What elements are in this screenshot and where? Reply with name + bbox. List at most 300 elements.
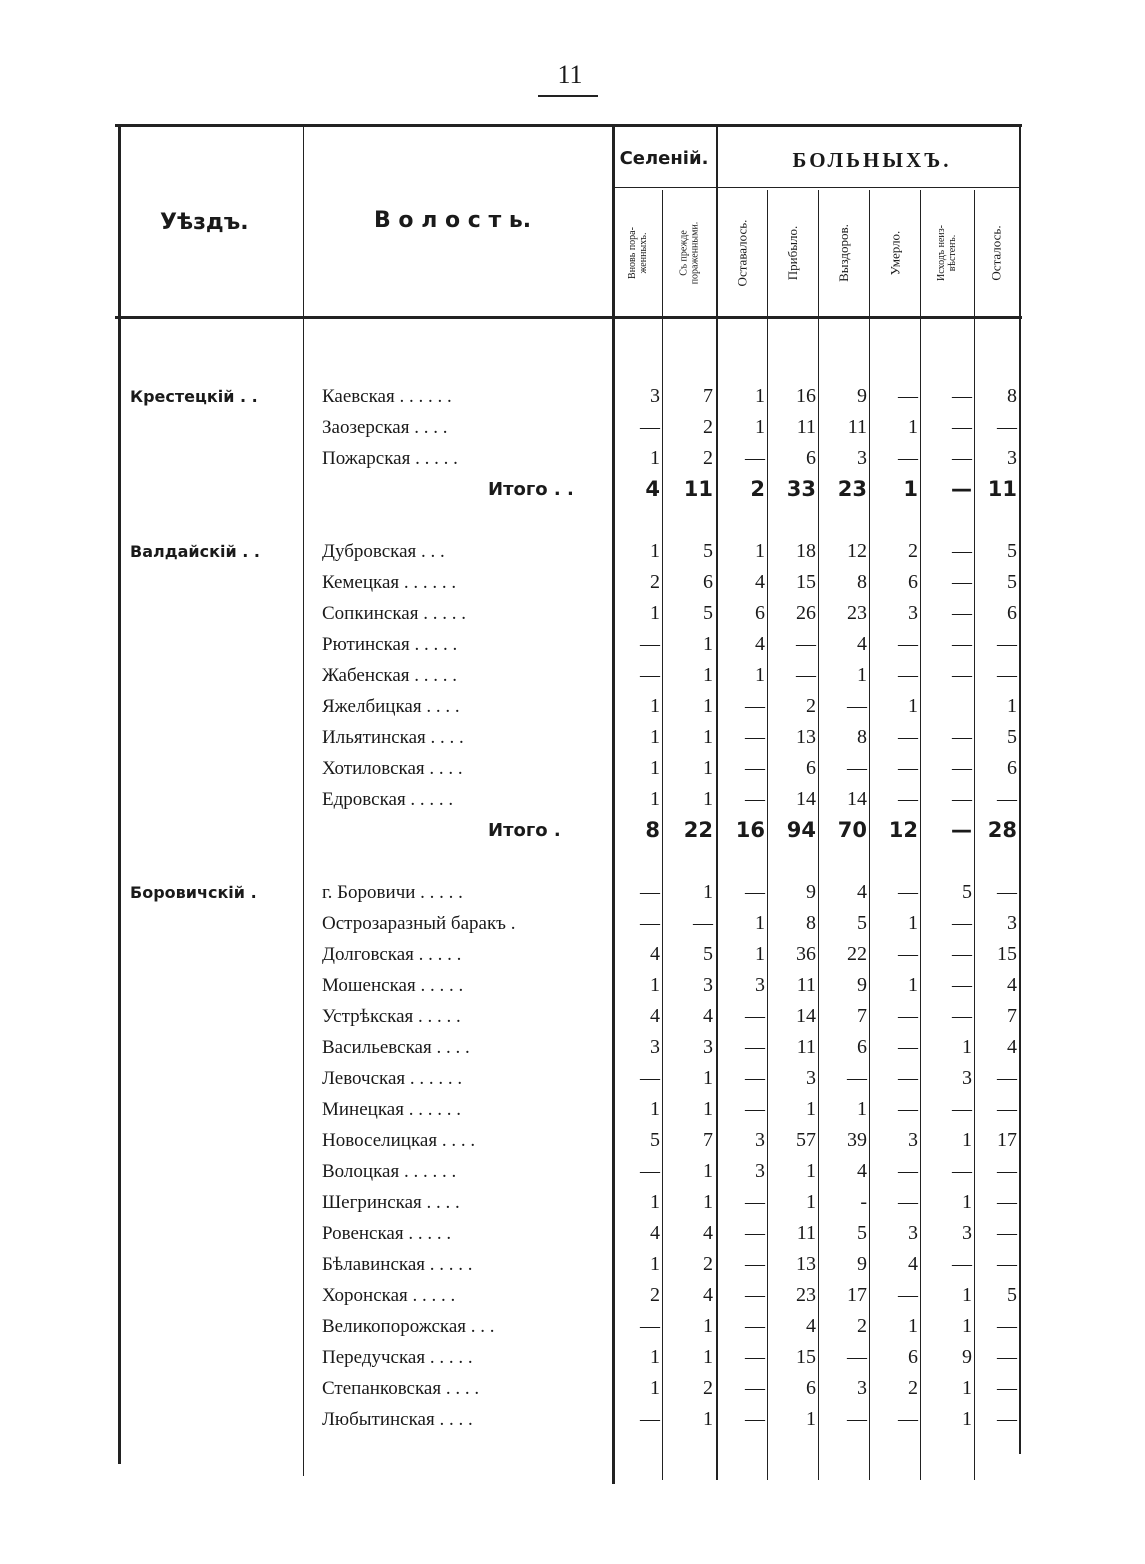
volost-cell: Левочская . . . . . . <box>322 1068 463 1089</box>
total-label: Итого . <box>488 820 561 841</box>
table-row <box>0 1311 1145 1342</box>
table-top-rule <box>115 124 1022 127</box>
table-row <box>0 1001 1145 1032</box>
volost-cell: Пожарская . . . . . <box>322 448 458 469</box>
value-cell: 13 <box>796 726 816 748</box>
value-cell: 1 <box>650 1191 660 1213</box>
value-cell: — <box>745 1377 765 1399</box>
value-cell: 1 <box>650 447 660 469</box>
table-row <box>0 1094 1145 1125</box>
value-cell: 2 <box>750 477 765 501</box>
value-cell: — <box>898 943 918 965</box>
value-cell: 1 <box>908 974 918 996</box>
value-cell: 1 <box>962 1315 972 1337</box>
value-cell: 5 <box>1007 540 1017 562</box>
value-cell: — <box>640 1315 660 1337</box>
value-cell: 2 <box>703 447 713 469</box>
value-cell: 94 <box>786 818 816 842</box>
value-cell: — <box>952 664 972 686</box>
volost-cell: Передучская . . . . . <box>322 1347 473 1368</box>
value-cell: 1 <box>908 695 918 717</box>
value-cell: 2 <box>908 540 918 562</box>
value-cell: — <box>952 757 972 779</box>
value-cell: — <box>640 664 660 686</box>
value-cell <box>926 691 972 722</box>
value-cell: 3 <box>703 1036 713 1058</box>
value-cell: 70 <box>837 818 867 842</box>
value-cell: — <box>997 1377 1017 1399</box>
value-cell: — <box>952 726 972 748</box>
value-cell: — <box>745 1253 765 1275</box>
volost-cell: Хотиловская . . . . <box>322 758 463 779</box>
value-cell: 1 <box>857 664 867 686</box>
value-cell: — <box>997 1098 1017 1120</box>
table-row <box>0 970 1145 1001</box>
value-cell: 5 <box>962 881 972 903</box>
volost-cell: Каевская . . . . . . <box>322 386 452 407</box>
value-cell: — <box>745 788 765 810</box>
value-cell: 4 <box>645 477 660 501</box>
value-cell: — <box>640 881 660 903</box>
table-row <box>0 784 1145 815</box>
value-cell: 1 <box>755 385 765 407</box>
value-cell: — <box>952 943 972 965</box>
value-cell: 3 <box>1007 447 1017 469</box>
col-header-novo: Вновь пора- женныхъ. <box>627 226 649 279</box>
value-cell: — <box>745 726 765 748</box>
value-cell: 3 <box>962 1222 972 1244</box>
value-cell: 2 <box>650 1284 660 1306</box>
value-cell: — <box>745 1408 765 1430</box>
value-cell: 5 <box>650 1129 660 1151</box>
value-cell: — <box>997 788 1017 810</box>
value-cell: — <box>847 1408 867 1430</box>
table-row <box>0 908 1145 939</box>
value-cell: — <box>898 1005 918 1027</box>
value-cell: — <box>952 602 972 624</box>
value-cell: — <box>898 726 918 748</box>
volost-cell: Степанковская . . . . <box>322 1378 480 1399</box>
value-cell: — <box>745 447 765 469</box>
value-cell: 7 <box>703 385 713 407</box>
volost-cell: Минецкая . . . . . . <box>322 1099 461 1120</box>
page-number: 11 <box>557 60 583 89</box>
value-cell: — <box>997 1253 1017 1275</box>
table-row <box>0 412 1145 443</box>
value-cell: — <box>952 540 972 562</box>
value-cell: 2 <box>703 1253 713 1275</box>
value-cell: — <box>952 912 972 934</box>
value-cell: 15 <box>796 1346 816 1368</box>
header-seleniy: Селеній. <box>619 148 709 169</box>
value-cell: — <box>847 757 867 779</box>
value-cell: — <box>847 695 867 717</box>
table-row <box>0 629 1145 660</box>
value-cell: 1 <box>703 1067 713 1089</box>
value-cell: 6 <box>908 1346 918 1368</box>
table-row <box>0 1342 1145 1373</box>
volost-cell: Сопкинская . . . . . <box>322 603 466 624</box>
value-cell: 1 <box>703 695 713 717</box>
value-cell: 1 <box>650 1377 660 1399</box>
value-cell: 17 <box>847 1284 867 1306</box>
value-cell: 1 <box>650 726 660 748</box>
value-cell: 1 <box>650 602 660 624</box>
value-cell: 4 <box>1007 1036 1017 1058</box>
value-cell: 57 <box>796 1129 816 1151</box>
value-cell: 1 <box>806 1191 816 1213</box>
value-cell: 8 <box>1007 385 1017 407</box>
value-cell: 4 <box>755 633 765 655</box>
value-cell: 4 <box>857 881 867 903</box>
volost-cell: Яжелбицкая . . . . <box>322 696 460 717</box>
value-cell: — <box>745 1346 765 1368</box>
value-cell: 1 <box>703 1315 713 1337</box>
value-cell: 11 <box>847 416 867 438</box>
value-cell: 12 <box>888 818 918 842</box>
value-cell: — <box>898 664 918 686</box>
volost-cell: Шегринская . . . . <box>322 1192 460 1213</box>
value-cell: 1 <box>650 540 660 562</box>
value-cell: — <box>796 664 816 686</box>
table-row <box>0 1125 1145 1156</box>
value-cell: 4 <box>908 1253 918 1275</box>
value-cell: 1 <box>650 974 660 996</box>
value-cell: 1 <box>1007 695 1017 717</box>
value-cell: 3 <box>857 447 867 469</box>
volost-cell: Васильевская . . . . <box>322 1037 470 1058</box>
value-cell: 4 <box>806 1315 816 1337</box>
value-cell: — <box>952 633 972 655</box>
value-cell: 9 <box>806 881 816 903</box>
uezd-cell: Крестецкій . . <box>130 387 258 406</box>
value-cell: — <box>952 571 972 593</box>
value-cell: 3 <box>755 1160 765 1182</box>
value-cell: — <box>640 1408 660 1430</box>
value-cell: 9 <box>857 385 867 407</box>
value-cell: 4 <box>703 1284 713 1306</box>
value-cell: 3 <box>857 1377 867 1399</box>
value-cell: 23 <box>837 477 867 501</box>
value-cell: — <box>847 1346 867 1368</box>
table-row <box>0 877 1145 908</box>
value-cell: 1 <box>703 1098 713 1120</box>
value-cell: 3 <box>650 1036 660 1058</box>
value-cell: 39 <box>847 1129 867 1151</box>
value-cell: 17 <box>997 1129 1017 1151</box>
table-row <box>0 1032 1145 1063</box>
value-cell: 9 <box>962 1346 972 1368</box>
value-cell: 1 <box>650 1346 660 1368</box>
value-cell: 11 <box>796 416 816 438</box>
volost-cell: Новоселицкая . . . . <box>322 1130 476 1151</box>
volost-cell: Едровская . . . . . <box>322 789 454 810</box>
value-cell: 4 <box>650 943 660 965</box>
value-cell: 4 <box>857 633 867 655</box>
value-cell: 14 <box>847 788 867 810</box>
table-row <box>0 1063 1145 1094</box>
volost-cell: Ильятинская . . . . <box>322 727 464 748</box>
value-cell: 1 <box>703 1191 713 1213</box>
value-cell: — <box>745 1067 765 1089</box>
table-row <box>0 1280 1145 1311</box>
volost-cell: Мошенская . . . . . <box>322 975 464 996</box>
volost-cell: Кемецкая . . . . . . <box>322 572 457 593</box>
value-cell: 3 <box>962 1067 972 1089</box>
value-cell: — <box>745 1005 765 1027</box>
volost-cell: Острозаразный баракъ . <box>322 913 516 934</box>
value-cell: 9 <box>857 1253 867 1275</box>
value-cell: - <box>860 1191 867 1213</box>
volost-cell: Великопорожская . . . <box>322 1316 495 1337</box>
value-cell: 1 <box>650 788 660 810</box>
value-cell: — <box>640 912 660 934</box>
value-cell: 2 <box>908 1377 918 1399</box>
value-cell: 1 <box>703 757 713 779</box>
value-cell: 1 <box>806 1160 816 1182</box>
value-cell: — <box>745 1284 765 1306</box>
value-cell: — <box>898 385 918 407</box>
value-cell: 4 <box>703 1005 713 1027</box>
volost-cell: Любытинская . . . . <box>322 1409 473 1430</box>
value-cell: 3 <box>908 1222 918 1244</box>
value-cell: 1 <box>650 695 660 717</box>
value-cell: — <box>952 416 972 438</box>
col-header-ostalos: Осталось. <box>989 224 1004 281</box>
value-cell: 7 <box>857 1005 867 1027</box>
table-row <box>0 1249 1145 1280</box>
value-cell: — <box>997 1222 1017 1244</box>
value-cell: — <box>997 633 1017 655</box>
value-cell: 1 <box>703 1160 713 1182</box>
value-cell: — <box>997 1067 1017 1089</box>
value-cell: — <box>952 1005 972 1027</box>
value-cell: 4 <box>755 571 765 593</box>
value-cell: — <box>796 633 816 655</box>
value-cell: — <box>745 757 765 779</box>
value-cell: 33 <box>786 477 816 501</box>
col-header-pribylo: Прибыло. <box>785 225 800 280</box>
value-cell: 11 <box>683 477 713 501</box>
value-cell: 2 <box>857 1315 867 1337</box>
table-row <box>0 381 1145 412</box>
value-cell: 5 <box>1007 726 1017 748</box>
value-cell: 1 <box>962 1377 972 1399</box>
value-cell: — <box>898 1408 918 1430</box>
header-bolnykh: БОЛЬНЫХЪ. <box>792 148 952 172</box>
value-cell: 5 <box>1007 571 1017 593</box>
table-row <box>0 1404 1145 1435</box>
value-cell: 1 <box>962 1408 972 1430</box>
value-cell: 3 <box>806 1067 816 1089</box>
value-cell: 8 <box>645 818 660 842</box>
total-label: Итого . . <box>488 479 574 500</box>
value-cell: — <box>997 1346 1017 1368</box>
value-cell: 1 <box>703 726 713 748</box>
value-cell: — <box>952 1098 972 1120</box>
col-header-ostavalos: Оставалось. <box>734 219 750 286</box>
value-cell: 1 <box>962 1129 972 1151</box>
value-cell: 22 <box>847 943 867 965</box>
value-cell: — <box>898 1067 918 1089</box>
volost-cell: Волоцкая . . . . . . <box>322 1161 457 1182</box>
table-row <box>0 1218 1145 1249</box>
value-cell: 3 <box>650 385 660 407</box>
value-cell: — <box>898 1284 918 1306</box>
value-cell: 3 <box>703 974 713 996</box>
value-cell: 1 <box>703 881 713 903</box>
value-cell: 15 <box>796 571 816 593</box>
value-cell: — <box>997 416 1017 438</box>
value-cell: 6 <box>806 757 816 779</box>
header-volost: В о л о с т ь. <box>374 208 532 233</box>
value-cell: — <box>951 818 972 842</box>
value-cell: 6 <box>1007 757 1017 779</box>
value-cell: — <box>952 1253 972 1275</box>
uezd-cell: Боровичскій . <box>130 883 257 902</box>
value-cell: 18 <box>796 540 816 562</box>
value-cell: 6 <box>1007 602 1017 624</box>
value-cell: 1 <box>703 633 713 655</box>
value-cell: — <box>952 447 972 469</box>
value-cell: 14 <box>796 1005 816 1027</box>
table-row <box>0 722 1145 753</box>
value-cell: — <box>693 912 713 934</box>
value-cell: — <box>898 881 918 903</box>
value-cell: — <box>640 633 660 655</box>
value-cell: 3 <box>908 602 918 624</box>
value-cell: 1 <box>755 912 765 934</box>
value-cell: 1 <box>703 788 713 810</box>
volost-cell: Хоронская . . . . . <box>322 1285 456 1306</box>
value-cell: 6 <box>703 571 713 593</box>
value-cell: 3 <box>1007 912 1017 934</box>
value-cell: — <box>898 1036 918 1058</box>
value-cell: 5 <box>1007 1284 1017 1306</box>
value-cell: 1 <box>755 943 765 965</box>
value-cell: — <box>898 1098 918 1120</box>
value-cell: — <box>640 416 660 438</box>
total-row <box>0 474 1145 505</box>
value-cell: 1 <box>962 1036 972 1058</box>
value-cell: 9 <box>857 974 867 996</box>
value-cell: 26 <box>796 602 816 624</box>
col-header-prezhde: Съ прежде пораженными. <box>678 221 701 284</box>
table-row <box>0 939 1145 970</box>
value-cell: 1 <box>703 1346 713 1368</box>
volost-cell: Ровенская . . . . . <box>322 1223 452 1244</box>
value-cell: 12 <box>847 540 867 562</box>
value-cell: 1 <box>703 1408 713 1430</box>
value-cell: 1 <box>650 757 660 779</box>
value-cell: 11 <box>987 477 1017 501</box>
value-cell: 5 <box>857 912 867 934</box>
volost-cell: г. Боровичи . . . . . <box>322 882 463 903</box>
value-cell: 14 <box>796 788 816 810</box>
header-uezd: Уѣздъ. <box>160 210 249 235</box>
value-cell: — <box>898 788 918 810</box>
volost-cell: Рютинская . . . . . <box>322 634 458 655</box>
value-cell: 1 <box>908 416 918 438</box>
value-cell: — <box>952 974 972 996</box>
value-cell: — <box>952 1160 972 1182</box>
table-row <box>0 536 1145 567</box>
value-cell: 5 <box>703 540 713 562</box>
value-cell: 6 <box>806 1377 816 1399</box>
value-cell: 2 <box>703 416 713 438</box>
value-cell: 1 <box>857 1098 867 1120</box>
table-row <box>0 1156 1145 1187</box>
volost-cell: Жабенская . . . . . <box>322 665 458 686</box>
value-cell: — <box>997 664 1017 686</box>
value-cell: — <box>997 1315 1017 1337</box>
value-cell: 1 <box>962 1191 972 1213</box>
value-cell: 4 <box>650 1005 660 1027</box>
value-cell: 23 <box>796 1284 816 1306</box>
value-cell: 11 <box>796 1222 816 1244</box>
value-cell: 1 <box>703 664 713 686</box>
value-cell: 6 <box>857 1036 867 1058</box>
value-cell: 2 <box>650 571 660 593</box>
value-cell: — <box>745 1098 765 1120</box>
value-cell: — <box>640 1160 660 1182</box>
value-cell: 4 <box>703 1222 713 1244</box>
volost-cell: Бѣлавинская . . . . . <box>322 1254 473 1275</box>
col-header-iskhod: Исходъ неиз- вѣстенъ. <box>936 224 959 281</box>
value-cell: 5 <box>857 1222 867 1244</box>
value-cell: 5 <box>703 943 713 965</box>
uezd-cell: Валдайскій . . <box>130 542 260 561</box>
col-header-umerlo: Умерло. <box>887 230 902 275</box>
value-cell: 1 <box>806 1408 816 1430</box>
value-cell: 7 <box>703 1129 713 1151</box>
value-cell: 1 <box>755 416 765 438</box>
value-cell: — <box>745 1222 765 1244</box>
value-cell: 11 <box>796 1036 816 1058</box>
value-cell: 16 <box>796 385 816 407</box>
table-row <box>0 1373 1145 1404</box>
value-cell: — <box>745 1036 765 1058</box>
value-cell: 1 <box>962 1284 972 1306</box>
table-row <box>0 753 1145 784</box>
value-cell: 7 <box>1007 1005 1017 1027</box>
value-cell: 8 <box>857 571 867 593</box>
value-cell: 23 <box>847 602 867 624</box>
value-cell: — <box>898 1160 918 1182</box>
value-cell: 3 <box>755 974 765 996</box>
value-cell: 6 <box>755 602 765 624</box>
table-row <box>0 567 1145 598</box>
value-cell: 6 <box>806 447 816 469</box>
value-cell: 36 <box>796 943 816 965</box>
value-cell: — <box>997 1191 1017 1213</box>
value-cell: — <box>847 1067 867 1089</box>
value-cell: 4 <box>857 1160 867 1182</box>
value-cell: 11 <box>796 974 816 996</box>
value-cell: — <box>997 1160 1017 1182</box>
volost-cell: Заозерская . . . . <box>322 417 448 438</box>
value-cell: 1 <box>650 1098 660 1120</box>
value-cell: — <box>952 385 972 407</box>
value-cell: 22 <box>683 818 713 842</box>
value-cell: 1 <box>755 540 765 562</box>
value-cell: 1 <box>806 1098 816 1120</box>
value-cell: 6 <box>908 571 918 593</box>
value-cell: — <box>745 881 765 903</box>
table-row <box>0 691 1145 722</box>
value-cell: 1 <box>755 664 765 686</box>
value-cell: 15 <box>997 943 1017 965</box>
